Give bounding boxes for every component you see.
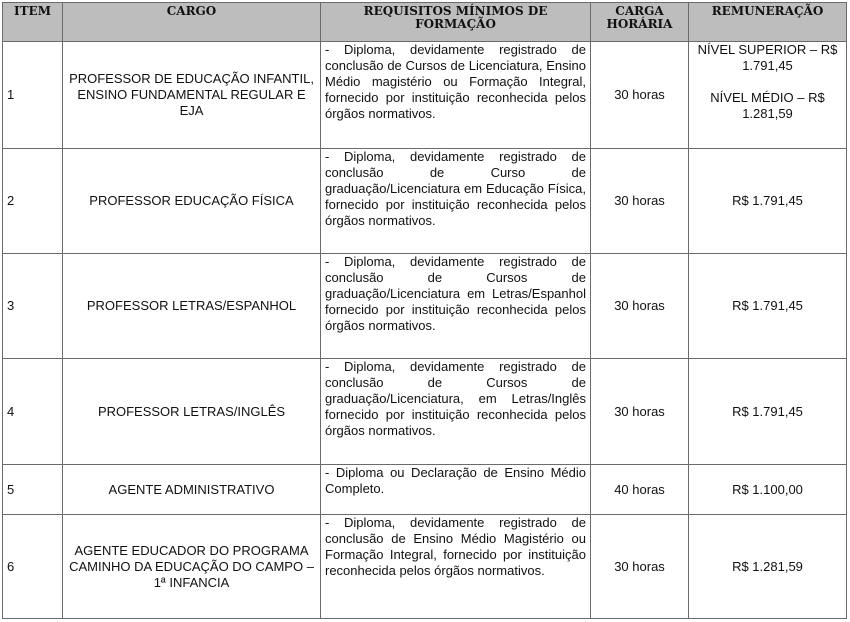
table-row [3,359,847,465]
header-requisitos: REQUISITOS MÍNIMOS DE FORMAÇÃO [321,3,591,42]
table-row [3,254,847,359]
row-requisitos: - Diploma ou Declaração de Ensino Médio Completo. [321,465,591,515]
row-remuneracao: R$ 1.791,45 [689,254,847,359]
header-item: ITEM [3,3,63,42]
table-row [3,515,847,619]
row-remuneracao: R$ 1.791,45 [689,359,847,465]
row-remuneracao: R$ 1.791,45 [689,149,847,254]
row-carga: 40 horas [591,465,689,515]
row-cargo: PROFESSOR EDUCAÇÃO FÍSICA [63,149,321,254]
header-cargo: CARGO [63,3,321,42]
row-requisitos: - Diploma, devidamente registrado de conclusão de Cursos de Licenciatura, Ensino Médio magistério ou Formação Integral, fornecido por instituição reconhecida pelos órgãos normativos. [321,42,591,149]
header-carga-horaria: CARGA HORÁRIA [591,3,689,42]
row-carga: 30 horas [591,359,689,465]
row-carga: 30 horas [591,515,689,619]
row-cargo: PROFESSOR DE EDUCAÇÃO INFANTIL, ENSINO FUNDAMENTAL REGULAR E EJA [63,42,321,149]
row-carga: 30 horas [591,149,689,254]
row-requisitos: - Diploma, devidamente registrado de conclusão de Cursos de graduação/Licenciatura em Letras/Espanhol fornecido por instituição reconhecida pelos órgãos normativos. [321,254,591,359]
table-row [3,149,847,254]
row-item: 1 [3,42,63,149]
row-item: 5 [3,465,63,515]
row-item: 4 [3,359,63,465]
row-remuneracao: R$ 1.281,59 [689,515,847,619]
row-requisitos: - Diploma, devidamente registrado de conclusão de Curso de graduação/Licenciatura em Educação Física, fornecido por instituição reconhecida pelos órgãos normativos. [321,149,591,254]
row-remuneracao [689,42,847,149]
row-cargo: AGENTE ADMINISTRATIVO [63,465,321,515]
row-requisitos: - Diploma, devidamente registrado de conclusão de Cursos de graduação/Licenciatura, em Letras/Inglês fornecido por instituição reconhecida pelos órgãos normativos. [321,359,591,465]
row-item: 6 [3,515,63,619]
header-row [3,3,847,42]
row-item: 2 [3,149,63,254]
header-remuneracao: REMUNERAÇÃO [689,3,847,42]
requirements-table [2,2,847,619]
remuneracao-nivel-medio: NÍVEL MÉDIO – R$ 1.281,59 [710,90,825,121]
table-row [3,465,847,515]
row-carga: 30 horas [591,42,689,149]
row-cargo: PROFESSOR LETRAS/INGLÊS [63,359,321,465]
row-item: 3 [3,254,63,359]
row-remuneracao: R$ 1.100,00 [689,465,847,515]
table-row [3,42,847,149]
remuneracao-nivel-superior: NÍVEL SUPERIOR – R$ 1.791,45 [697,42,838,73]
row-carga: 30 horas [591,254,689,359]
row-requisitos: - Diploma, devidamente registrado de conclusão de Ensino Médio Magistério ou Formação Integral, fornecido por instituição reconhecida pelos órgãos normativos. [321,515,591,619]
row-cargo: PROFESSOR LETRAS/ESPANHOL [63,254,321,359]
row-cargo: AGENTE EDUCADOR DO PROGRAMA CAMINHO DA EDUCAÇÃO DO CAMPO – 1ª INFANCIA [63,515,321,619]
